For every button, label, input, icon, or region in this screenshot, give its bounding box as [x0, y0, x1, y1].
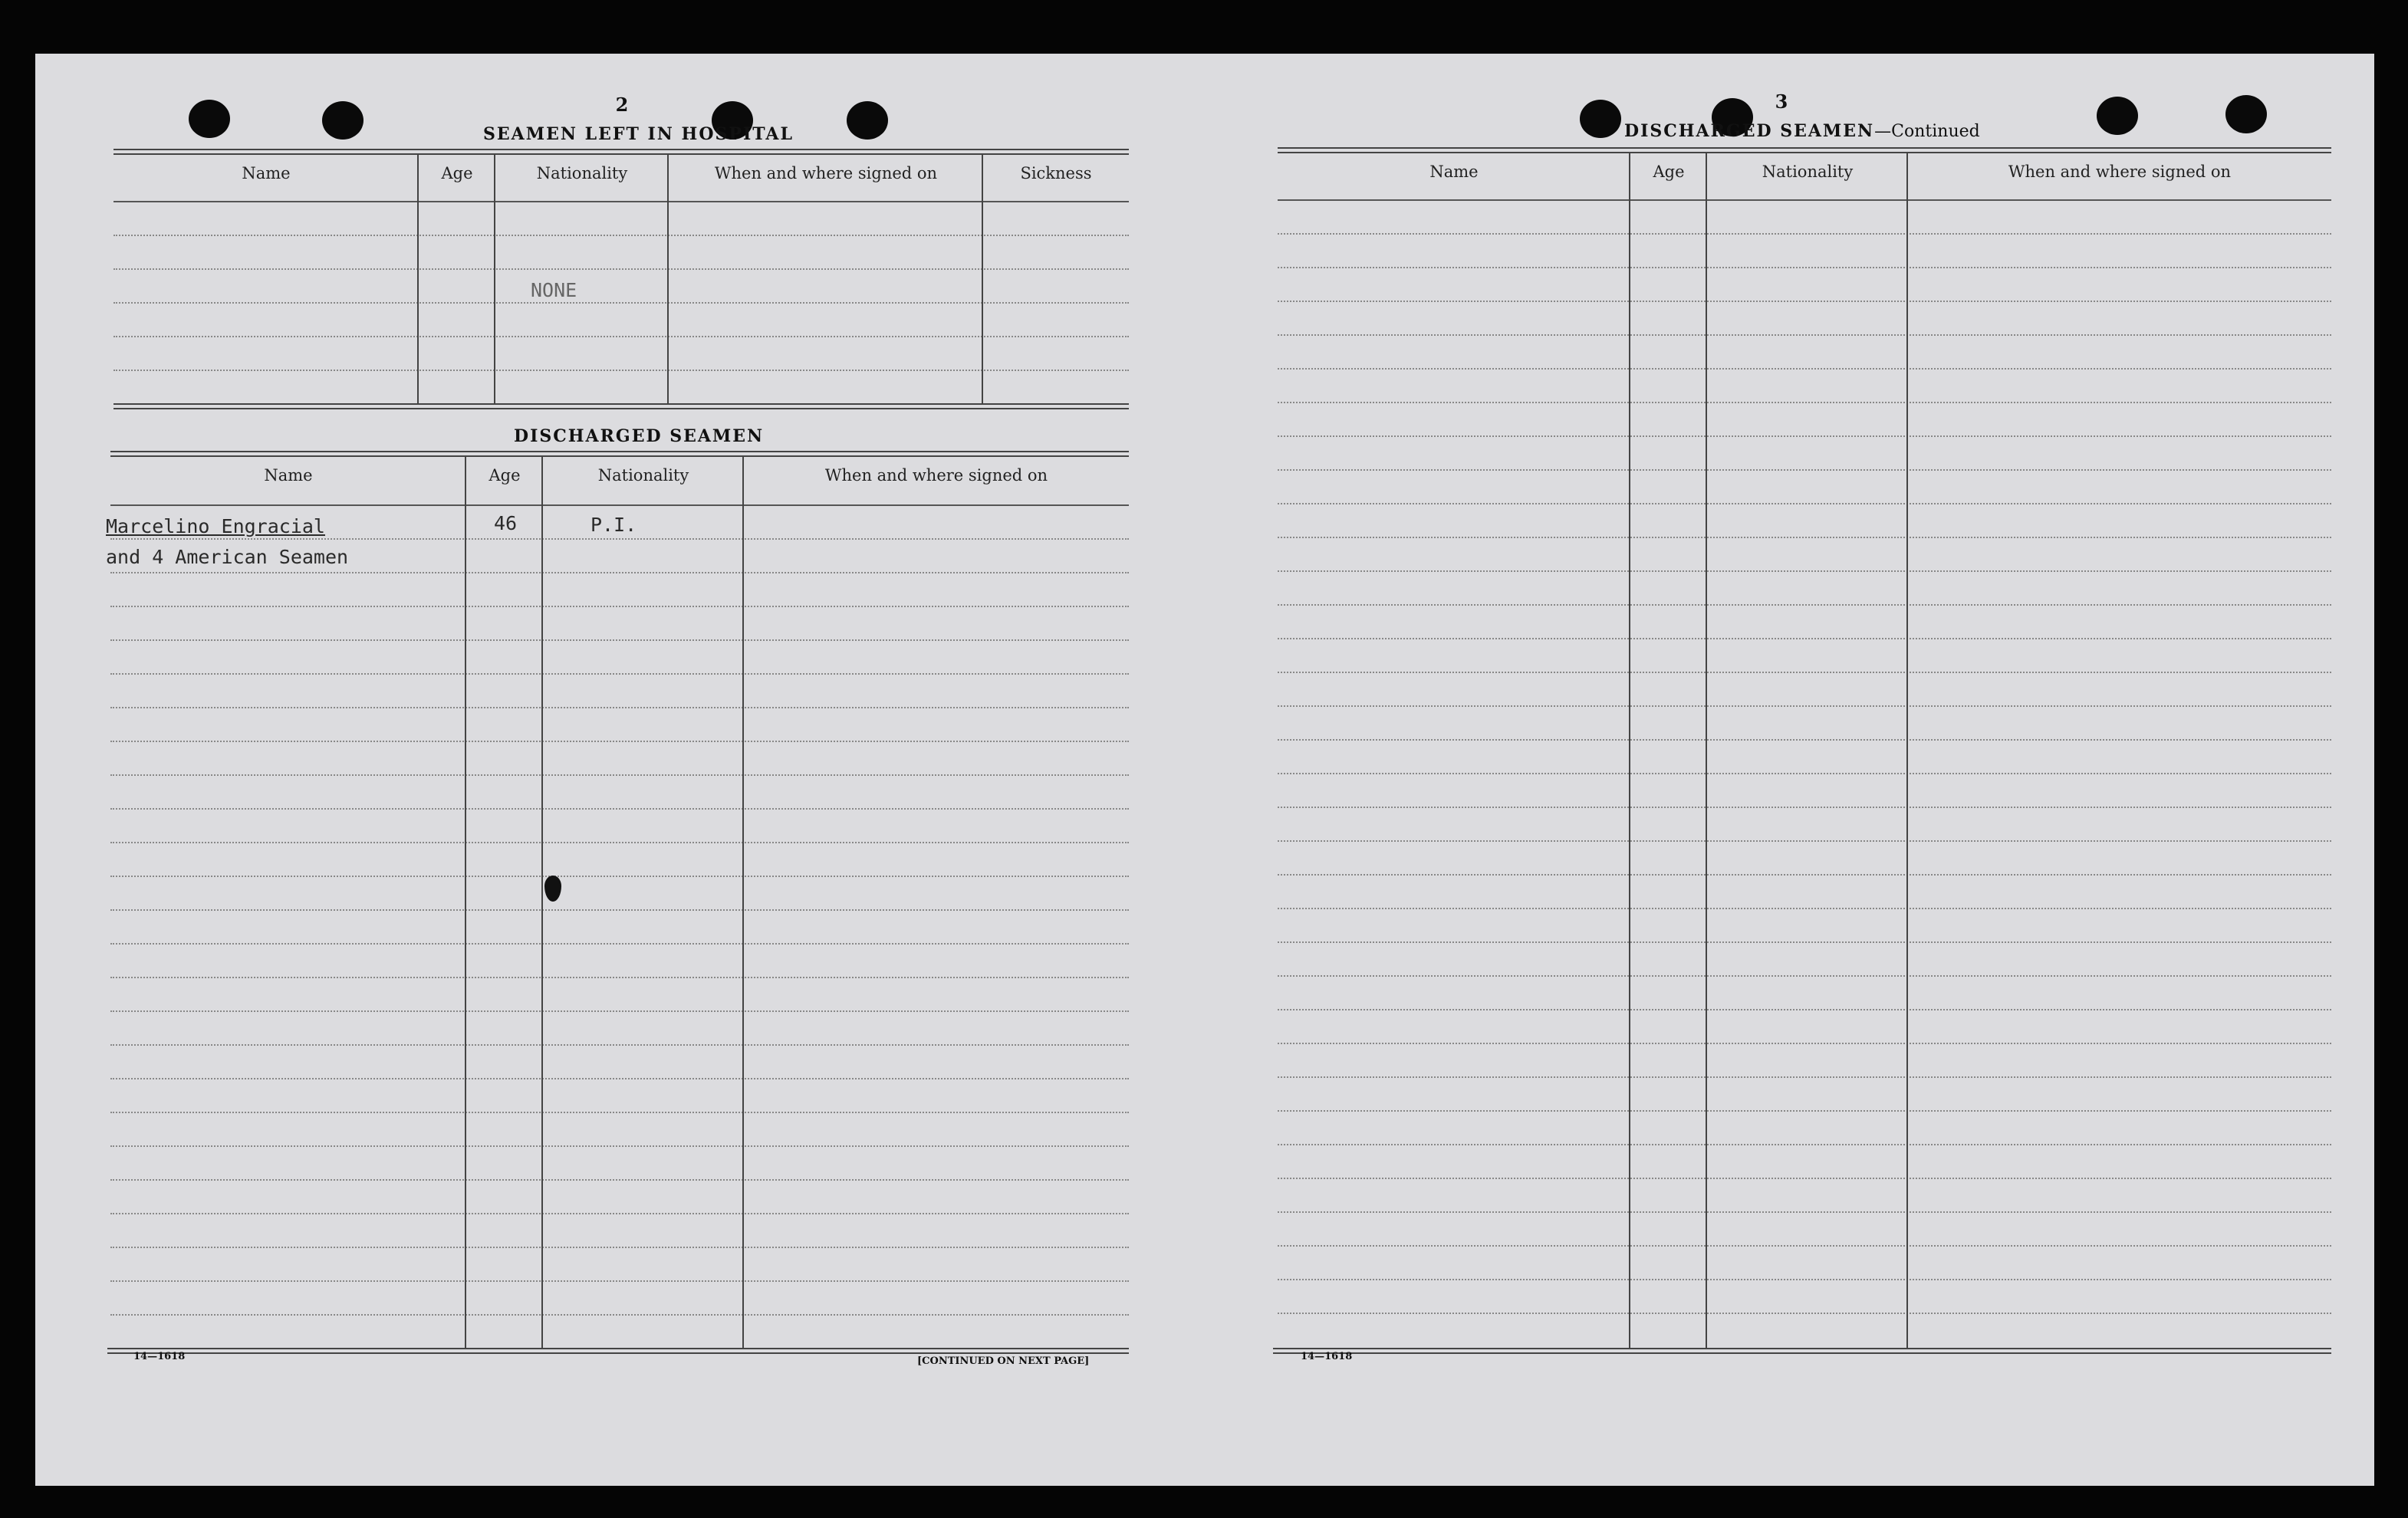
row-line [110, 538, 1129, 540]
row-line [1278, 334, 2331, 336]
punch-hole [2097, 97, 2138, 135]
row-line [1278, 638, 2331, 639]
row-line [1278, 233, 2331, 235]
col-divider [667, 153, 669, 405]
row-line [110, 1213, 1129, 1214]
discharged-top-rule [110, 451, 1129, 457]
row-line [110, 1044, 1129, 1046]
row-line [1278, 941, 2331, 943]
page-number-right: 3 [1775, 90, 1788, 113]
row-line [110, 741, 1129, 742]
row-line [1278, 604, 2331, 606]
row-line [1278, 301, 2331, 302]
form-number-right: 14—1618 [1301, 1351, 1353, 1362]
punch-hole [2225, 95, 2267, 133]
row-line [110, 977, 1129, 978]
row-line [1278, 1245, 2331, 1247]
row-line [1278, 402, 2331, 403]
col-divider [1629, 152, 1630, 1349]
row-line [113, 336, 1129, 337]
header-nationality: Nationality [536, 164, 628, 182]
row-line [110, 606, 1129, 607]
row-line [110, 639, 1129, 641]
row-line [110, 1280, 1129, 1282]
row-line [110, 909, 1129, 911]
row-line [1278, 672, 2331, 673]
discharged-header-rule [110, 504, 1129, 506]
row-line [110, 1314, 1129, 1316]
header-age: Age [441, 164, 473, 182]
row-line [113, 370, 1129, 371]
row-line [1278, 1009, 2331, 1010]
row-line [1278, 1043, 2331, 1044]
row-line [1278, 537, 2331, 538]
header-signed-on: When and where signed on [824, 466, 1048, 485]
row-line [110, 1179, 1129, 1181]
row-line [110, 876, 1129, 877]
row-line [110, 943, 1129, 945]
right-top-rule [1278, 147, 2331, 153]
right-bottom-rule [1273, 1348, 2331, 1354]
row-line [1278, 570, 2331, 572]
row-line [1278, 1313, 2331, 1314]
punch-hole [847, 101, 888, 140]
ink-blot [544, 876, 561, 902]
header-age: Age [1653, 163, 1685, 181]
form-number-left: 14—1618 [133, 1351, 186, 1362]
col-divider [465, 457, 466, 1349]
row-line [110, 1078, 1129, 1079]
hospital-section-title: SEAMEN LEFT IN HOSPITAL [483, 124, 794, 144]
seaman-nationality: P.I. [590, 514, 637, 536]
header-sickness: Sickness [1020, 164, 1092, 182]
row-line [1278, 705, 2331, 707]
row-line [110, 572, 1129, 573]
header-name: Name [264, 466, 313, 485]
row-line [1278, 469, 2331, 471]
row-line [110, 808, 1129, 810]
row-line [110, 1112, 1129, 1113]
row-line [113, 302, 1129, 304]
row-line [1278, 1279, 2331, 1280]
header-nationality: Nationality [1762, 163, 1854, 181]
page-number-left: 2 [615, 94, 629, 116]
row-line [110, 673, 1129, 675]
punch-hole [1580, 100, 1621, 138]
row-line [1278, 368, 2331, 370]
discharged-section-title: DISCHARGED SEAMEN [514, 426, 765, 446]
row-line [110, 774, 1129, 776]
title-continued: —Continued [1874, 122, 1980, 141]
row-line [1278, 503, 2331, 504]
col-divider [541, 457, 543, 1349]
hospital-top-rule [113, 149, 1129, 155]
row-line [1278, 1110, 2331, 1112]
seaman-name: Marcelino Engracial [106, 515, 325, 537]
row-line [113, 235, 1129, 236]
row-line [110, 1010, 1129, 1012]
title-main: DISCHARGED SEAMEN [1624, 121, 1875, 141]
row-line [1278, 1144, 2331, 1145]
seaman-name: and 4 American Seamen [106, 546, 349, 568]
row-line [1278, 807, 2331, 808]
seaman-age: 46 [494, 512, 518, 534]
continued-note: [CONTINUED ON NEXT PAGE] [917, 1355, 1090, 1367]
punch-hole [189, 100, 230, 138]
header-nationality: Nationality [597, 466, 689, 485]
header-age: Age [489, 466, 521, 485]
row-line [1278, 435, 2331, 437]
row-line [1278, 1211, 2331, 1213]
col-divider [742, 457, 744, 1349]
hospital-header-rule [113, 201, 1129, 202]
row-line [1278, 975, 2331, 977]
punch-hole [322, 101, 364, 140]
row-line [1278, 739, 2331, 741]
right-header-rule [1278, 199, 2331, 201]
row-line [110, 1247, 1129, 1248]
col-divider [982, 153, 983, 405]
row-line [110, 842, 1129, 843]
row-line [1278, 840, 2331, 842]
row-line [1278, 908, 2331, 909]
row-line [1278, 1076, 2331, 1078]
col-divider [1906, 152, 1908, 1349]
form-sheet [35, 54, 2374, 1486]
hospital-bottom-rule [113, 403, 1129, 409]
row-line [113, 268, 1129, 270]
header-name: Name [1429, 163, 1479, 181]
row-line [1278, 773, 2331, 774]
right-section-title [1624, 121, 1980, 141]
hospital-entry: NONE [531, 279, 577, 301]
row-line [110, 707, 1129, 708]
row-line [1278, 1178, 2331, 1179]
col-divider [1706, 152, 1707, 1349]
row-line [110, 1145, 1129, 1147]
header-name: Name [242, 164, 291, 182]
col-divider [494, 153, 495, 405]
discharged-bottom-rule [107, 1348, 1129, 1354]
row-line [1278, 874, 2331, 876]
header-signed-on: When and where signed on [714, 164, 938, 182]
col-divider [417, 153, 419, 405]
header-signed-on: When and where signed on [2008, 163, 2232, 181]
row-line [1278, 267, 2331, 268]
